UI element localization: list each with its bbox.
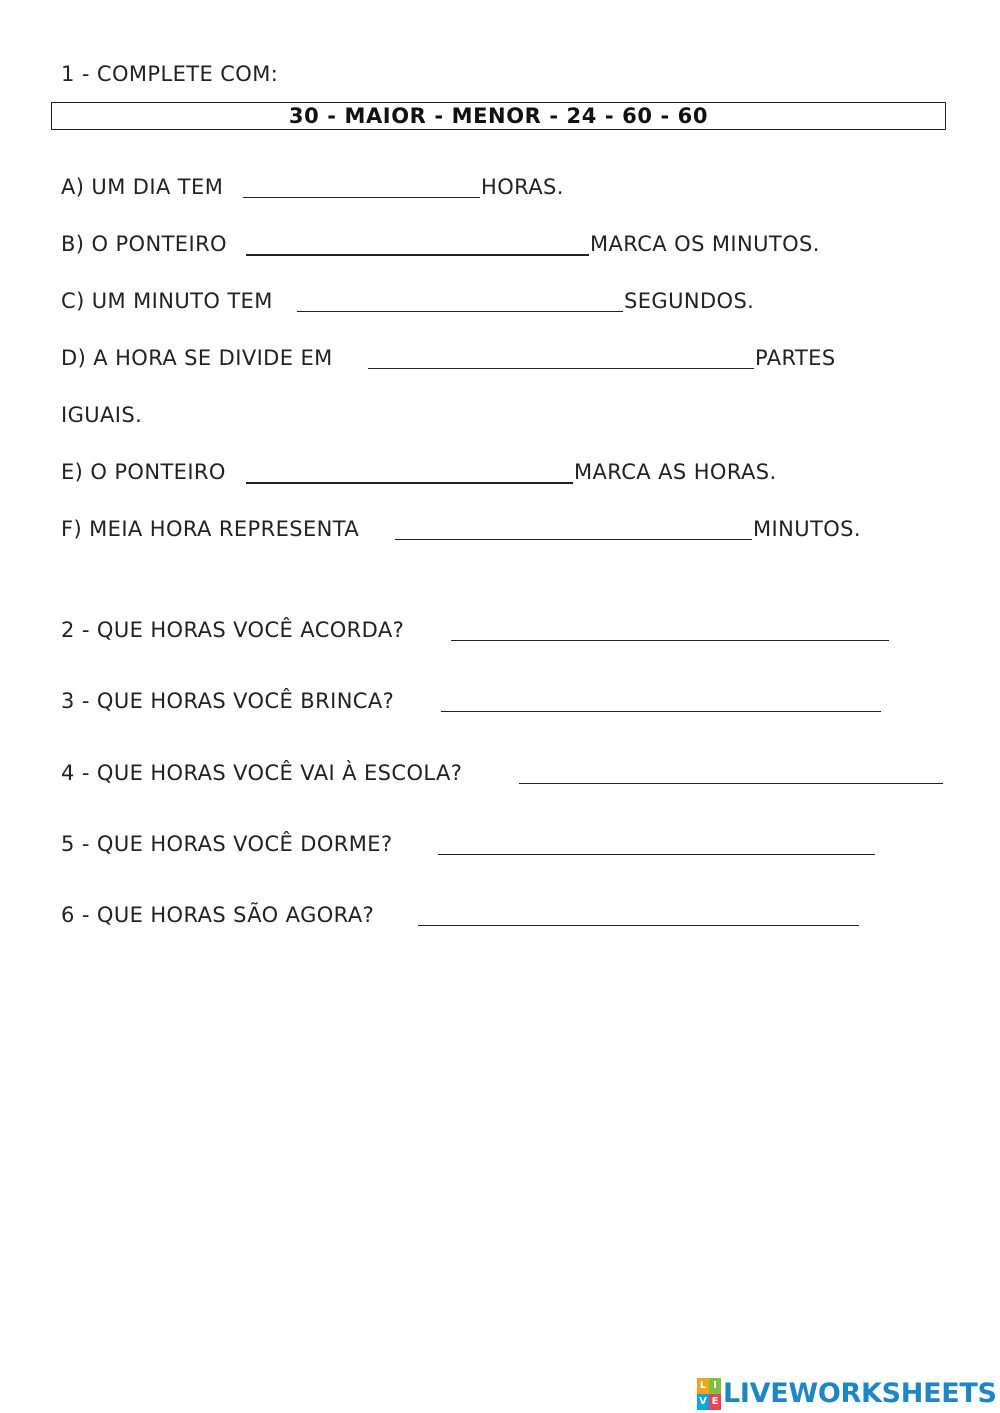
item-d-suffix: PARTES: [755, 346, 836, 370]
item-b-prompt: B) O PONTEIRO: [61, 232, 227, 256]
liveworksheets-logo: [697, 1376, 997, 1412]
item-e-blank[interactable]: [246, 482, 573, 484]
item-a-suffix: HORAS.: [481, 175, 564, 199]
item-c-blank[interactable]: [297, 311, 623, 312]
item-e-prompt: E) O PONTEIRO: [61, 460, 226, 484]
item-c-suffix: SEGUNDOS.: [624, 289, 755, 313]
question-2-text: 2 - QUE HORAS VOCÊ ACORDA?: [61, 618, 405, 642]
item-a-prompt: A) UM DIA TEM: [61, 175, 224, 199]
section-1-title: 1 - COMPLETE COM:: [61, 62, 279, 86]
question-5-answer-line[interactable]: [438, 854, 875, 855]
question-3-answer-line[interactable]: [441, 711, 881, 712]
question-6-text: 6 - QUE HORAS SÃO AGORA?: [61, 903, 375, 927]
item-d-continuation: IGUAIS.: [61, 403, 143, 427]
question-4-answer-line[interactable]: [519, 783, 943, 784]
item-e-suffix: MARCA AS HORAS.: [574, 460, 777, 484]
question-3-text: 3 - QUE HORAS VOCÊ BRINCA?: [61, 689, 395, 713]
item-d-prompt: D) A HORA SE DIVIDE EM: [61, 346, 333, 370]
question-4-text: 4 - QUE HORAS VOCÊ VAI À ESCOLA?: [61, 761, 463, 785]
item-c-prompt: C) UM MINUTO TEM: [61, 289, 273, 313]
liveworksheets-logo-icon: L I V E: [697, 1378, 721, 1410]
question-6-answer-line[interactable]: [418, 925, 859, 926]
item-f-blank[interactable]: [395, 539, 752, 540]
question-5-text: 5 - QUE HORAS VOCÊ DORME?: [61, 832, 393, 856]
item-b-suffix: MARCA OS MINUTOS.: [590, 232, 820, 256]
item-b-blank[interactable]: [246, 254, 589, 256]
word-bank-box: 30 - MAIOR - MENOR - 24 - 60 - 60: [51, 102, 946, 130]
liveworksheets-logo-text: LIVEWORKSHEETS: [723, 1378, 997, 1409]
question-2-answer-line[interactable]: [451, 640, 889, 641]
item-f-suffix: MINUTOS.: [753, 517, 861, 541]
item-d-blank[interactable]: [368, 368, 754, 369]
item-f-prompt: F) MEIA HORA REPRESENTA: [61, 517, 360, 541]
item-a-blank[interactable]: [243, 197, 480, 198]
